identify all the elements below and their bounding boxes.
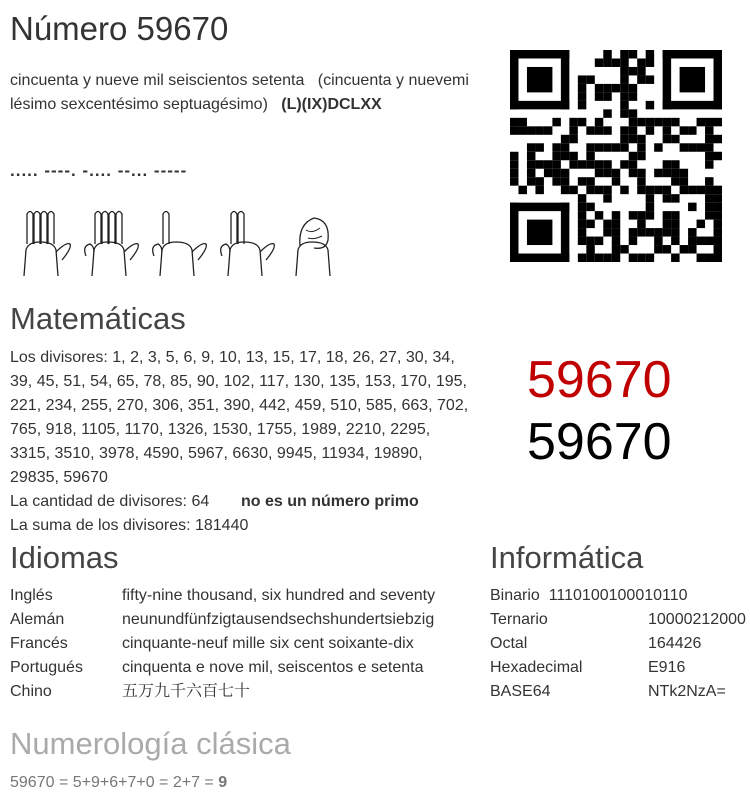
language-name: Portugués xyxy=(10,659,83,676)
numerology-heading: Numerología clásica xyxy=(10,726,291,761)
language-translation: cinquante-neuf mille six cent soixante-dix xyxy=(122,635,414,652)
ordinal-line-1: (cincuenta y nuevemi xyxy=(317,72,469,89)
hand-sign-icon xyxy=(10,206,74,278)
base-label: Octal xyxy=(490,635,528,652)
divisors-list xyxy=(10,346,480,490)
numerology-formula: 59670 = 5+9+6+7+0 = 2+7 = xyxy=(10,774,219,791)
roman-numeral: (L)(IX)DCLXX xyxy=(281,96,382,113)
number-words-block xyxy=(10,69,480,117)
hand-signs xyxy=(10,206,350,283)
prime-status: no es un número primo xyxy=(241,493,419,510)
binary-label: Binario xyxy=(490,587,540,604)
informatics-heading: Informática xyxy=(490,540,644,575)
hand-sign-icon xyxy=(78,206,142,278)
base-value: 10000212000 xyxy=(648,611,746,628)
language-translation: fifty-nine thousand, six hundred and seventy xyxy=(122,587,436,604)
hand-sign-icon xyxy=(214,206,278,278)
divisors-label: Los divisores: xyxy=(10,349,108,366)
hand-sign-icon xyxy=(146,206,210,278)
hand-sign-icon xyxy=(282,206,346,278)
number-red-display: 59670 xyxy=(527,351,672,409)
base-value: 164426 xyxy=(648,635,702,652)
base-label: Hexadecimal xyxy=(490,659,583,676)
qr-code-image xyxy=(510,50,722,262)
language-translation: cinquenta e nove mil, seiscentos e setenta xyxy=(122,659,424,676)
language-name: Alemán xyxy=(10,611,65,628)
divisor-sum: La suma de los divisores: 181440 xyxy=(10,517,249,534)
binary-row xyxy=(490,584,688,608)
divisors-line: 3315, 3510, 3978, 4590, 5967, 6630, 9945, 11934, 19890, xyxy=(10,445,423,462)
language-name: Inglés xyxy=(10,587,53,604)
morse-code: ..... ----. -.... --... ----- xyxy=(10,161,188,180)
base-value: E916 xyxy=(648,659,686,676)
divisors-line: 1, 2, 3, 5, 6, 9, 10, 13, 15, 17, 18, 26, 27, 30, 34, xyxy=(112,349,455,366)
language-name: Chino xyxy=(10,683,52,700)
numerology-formula-row xyxy=(10,771,227,795)
number-in-words: cincuenta y nueve mil seiscientos setenta xyxy=(10,72,305,89)
language-translation: 五万九千六百七十 xyxy=(122,683,251,700)
ordinal-line-2: lésimo sexcentésimo septuagésimo) xyxy=(10,96,268,113)
language-translation: neunundfünfzigtausendsechshundertsiebzig xyxy=(122,611,435,628)
languages-heading: Idiomas xyxy=(10,540,119,575)
base-label: BASE64 xyxy=(490,683,551,700)
divisors-line: 765, 918, 1105, 1170, 1326, 1530, 1755, 1989, 2210, 2295, xyxy=(10,421,431,438)
language-name: Francés xyxy=(10,635,68,652)
numerology-result: 9 xyxy=(218,774,228,791)
divisors-line: 29835, 59670 xyxy=(10,469,108,486)
divisors-line: 39, 45, 51, 54, 65, 78, 85, 90, 102, 117, 130, 135, 153, 170, 195, xyxy=(10,373,467,390)
binary-value: 1110100100010110 xyxy=(548,587,688,604)
divisor-count: La cantidad de divisores: 64 xyxy=(10,493,210,510)
number-black-display: 59670 xyxy=(527,413,672,471)
math-heading: Matemáticas xyxy=(10,301,186,336)
base-label: Ternario xyxy=(490,611,548,628)
base-value: NTk2NzA= xyxy=(648,683,726,700)
divisors-line: 221, 234, 255, 270, 306, 351, 390, 442, 459, 510, 585, 663, 702, xyxy=(10,397,469,414)
page-title: Número 59670 xyxy=(10,10,229,47)
